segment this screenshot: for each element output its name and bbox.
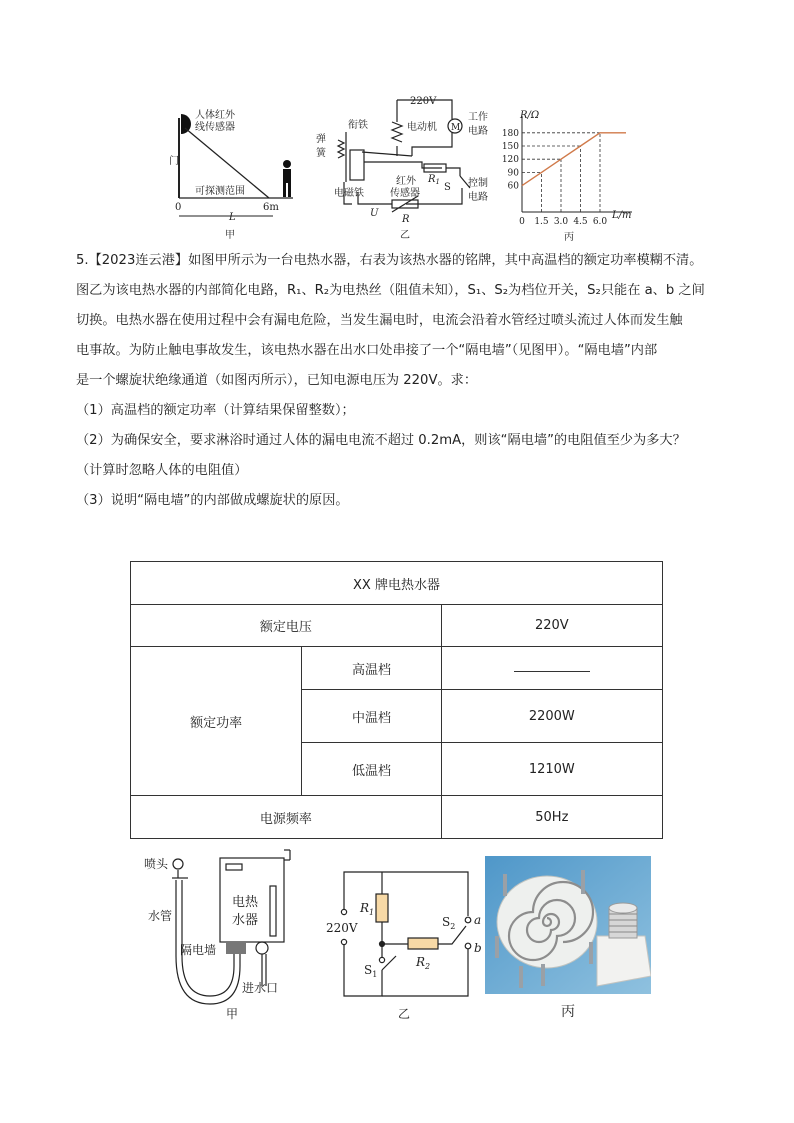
- terminal-a: a: [474, 913, 482, 927]
- question-block: [76, 246, 756, 516]
- inlet-valve-icon: [256, 942, 268, 954]
- high-temp-value: [441, 647, 662, 690]
- person-icon: [283, 160, 291, 197]
- circuit-220v: 220V: [326, 921, 358, 935]
- caption-bottom-yi: 乙: [398, 1007, 411, 1021]
- heater-label-1: 电热: [232, 895, 259, 910]
- mid-temp-label: 中温档: [302, 690, 441, 743]
- heater-label-2: 水器: [232, 913, 259, 928]
- question-line-4: 电事故。为防止触电事故发生，该电热水器在出水口处串接了一个“隔电墙”（见图甲）。“隔电墙”内部: [76, 343, 658, 358]
- range-label: 可探测范围: [195, 186, 245, 197]
- spring-label-2: 簧: [316, 148, 326, 159]
- question-line-1: 5.【2023连云港】如图甲所示为一台电热水器，右表为该热水器的铭牌，其中高温档的额定功率模糊不清。: [76, 253, 703, 268]
- caption-top-bing: 丙: [564, 232, 574, 242]
- sensor-label-2: 线传感器: [195, 122, 235, 133]
- inlet-label: 进水口: [242, 981, 279, 995]
- six-m-label: 6m: [263, 202, 279, 213]
- caption-bottom-bing: 丙: [561, 1004, 575, 1020]
- circuit-r1-label: $R_1$: [360, 901, 375, 917]
- x-tick-label: 0: [519, 217, 525, 227]
- x-tick-label: 4.5: [573, 217, 588, 227]
- figure-top-yi: [312, 92, 502, 242]
- frequency-value: 50Hz: [441, 796, 662, 839]
- door-label: 门: [169, 156, 179, 167]
- y-tick-label: 90: [507, 168, 519, 179]
- work-circuit-2: 电路: [468, 126, 488, 137]
- caption-bottom-jia: 甲: [226, 1007, 239, 1021]
- wall-label: 隔电墙: [180, 943, 217, 957]
- rated-voltage-label: 额定电压: [131, 605, 442, 647]
- y-tick-label: 60: [507, 181, 519, 192]
- rated-voltage-value: 220V: [441, 605, 662, 647]
- figure-bottom-jia: [140, 846, 300, 1022]
- l-label: L: [229, 212, 236, 223]
- caption-top-yi: 乙: [400, 230, 410, 241]
- armature-label: 衔铁: [348, 120, 368, 131]
- question-part-2-note: （计算时忽略人体的电阻值）: [76, 463, 248, 478]
- isolation-wall: [226, 942, 246, 954]
- work-circuit-1: 工作: [468, 112, 488, 123]
- nameplate-table: [130, 561, 663, 839]
- terminal-b: b: [474, 941, 482, 955]
- circuit-s2-label: $S_2$: [442, 915, 456, 931]
- sensor-label-1: 人体红外: [195, 110, 235, 121]
- rated-power-label: 额定功率: [131, 647, 302, 796]
- x-tick-label: 3.0: [553, 217, 569, 227]
- question-line-2: 图乙为该电热水器的内部简化电路，R₁、R₂为电热丝（阻值未知），S₁、S₂为档位开关，S₂只能在 a、b 之间: [76, 283, 705, 298]
- figure-bottom-yi: [318, 860, 488, 1024]
- question-part-3: （3）说明“隔电墙”的内部做成螺旋状的原因。: [76, 493, 349, 508]
- low-temp-label: 低温档: [302, 743, 441, 796]
- high-temp-blank: [514, 661, 590, 672]
- ir-label-2: 传感器: [390, 188, 420, 199]
- question-line-5: 是一个螺旋状绝缘通道（如图丙所示），已知电源电压为 220V。求：: [76, 373, 478, 388]
- magnet-label: 电磁铁: [334, 188, 364, 199]
- figure-bottom-bing-photo: [485, 856, 651, 1024]
- nozzle-icon: [173, 859, 183, 869]
- motor-label: 电动机: [407, 122, 437, 133]
- relay-220v: 220V: [410, 96, 437, 107]
- ir-label-1: 红外: [396, 176, 416, 187]
- source-u-label: U: [370, 208, 379, 219]
- x-tick-label: 6.0: [592, 217, 608, 227]
- motor-icon: M: [451, 123, 461, 133]
- low-temp-value: 1210W: [441, 743, 662, 796]
- nameplate-title: XX 牌电热水器: [131, 562, 663, 605]
- caption-top-jia: 甲: [225, 230, 235, 240]
- x-tick-label: 1.5: [534, 217, 549, 227]
- y-tick-label: 150: [501, 142, 519, 152]
- ctrl-circuit-2: 电路: [468, 192, 488, 203]
- chart-xlabel: L/m: [612, 210, 632, 221]
- mid-temp-value: 2200W: [441, 690, 662, 743]
- frequency-label: 电源频率: [131, 796, 442, 839]
- nozzle-label: 喷头: [144, 857, 169, 871]
- chart-ylabel: R/Ω: [520, 110, 540, 121]
- ir-r-label: R: [402, 214, 410, 225]
- spring-label-1: 弹: [316, 134, 326, 145]
- question-part-2: （2）为确保安全，要求淋浴时通过人体的漏电电流不超过 0.2mA，则该“隔电墙”的电阻值至少为多大？: [76, 433, 686, 448]
- pipe-label: 水管: [148, 909, 173, 923]
- y-tick-label: 120: [501, 155, 519, 166]
- question-line-3: 切换。电热水器在使用过程中会有漏电危险，当发生漏电时，电流会沿着水管经过喷头流过人体而发生触: [76, 313, 683, 328]
- relay-switch-label: S: [444, 182, 451, 193]
- y-tick-label: 180: [501, 128, 519, 139]
- high-temp-label: 高温档: [302, 647, 441, 690]
- figure-top-bing-chart: [500, 108, 640, 242]
- relay-r1-label: $R_1$: [428, 174, 440, 186]
- question-part-1: （1）高温档的额定功率（计算结果保留整数）；: [76, 403, 355, 418]
- circuit-s1-label: $S_1$: [364, 963, 378, 979]
- ctrl-circuit-1: 控制: [468, 178, 488, 189]
- circuit-r2-label: $R_2$: [416, 955, 431, 971]
- figure-top-jia: [165, 100, 315, 240]
- zero-label: 0: [175, 202, 182, 213]
